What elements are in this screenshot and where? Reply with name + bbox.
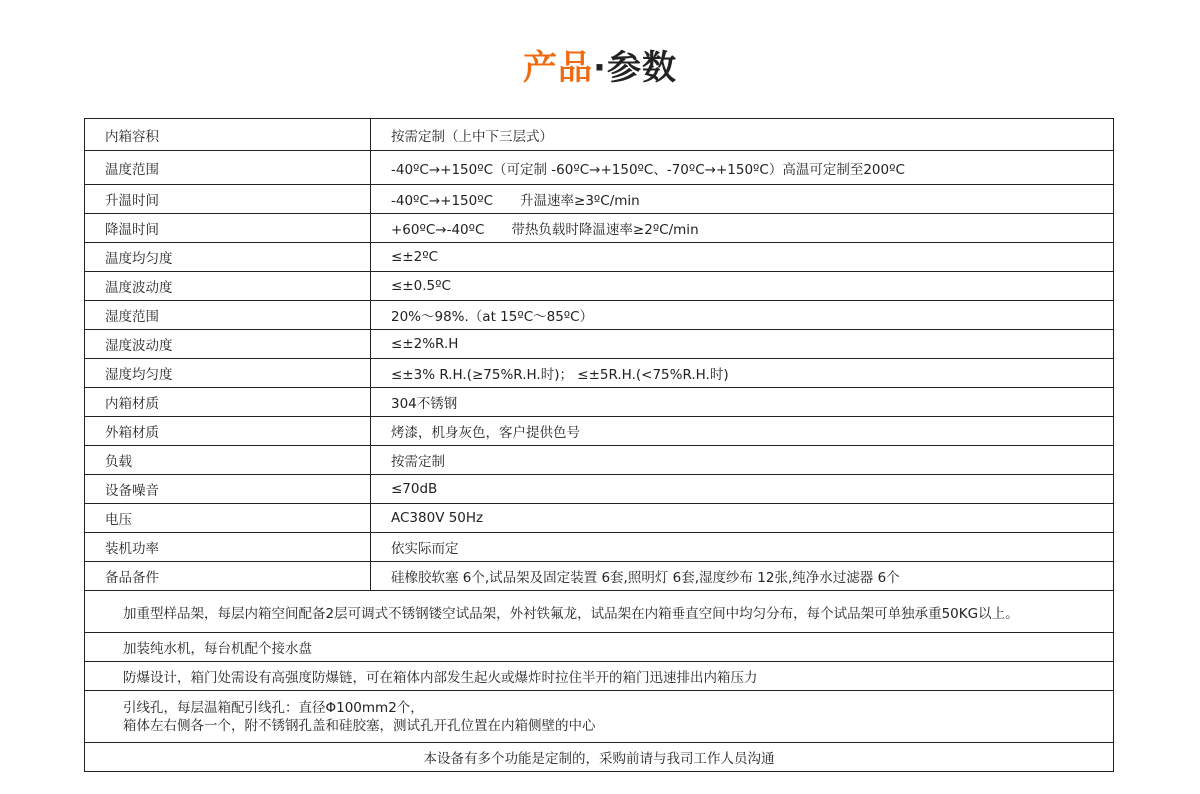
spec-value: +60ºC→-40ºC 带热负载时降温速率≥2ºC/min [371,214,1114,243]
table-row [85,743,1114,772]
table-row [85,446,1114,475]
table-row [85,417,1114,446]
spec-label: 负载 [85,446,371,475]
note-water: 加装纯水机，每台机配个接水盘 [85,633,1114,662]
spec-value: 烤漆，机身灰色，客户提供色号 [371,417,1114,446]
spec-table [84,118,1114,772]
spec-label: 升温时间 [85,185,371,214]
spec-value: 20%～98%.（at 15ºC～85ºC） [371,301,1114,330]
table-row [85,214,1114,243]
spec-label: 温度均匀度 [85,243,371,272]
spec-label: 备品备件 [85,562,371,591]
spec-value: 按需定制 [371,446,1114,475]
spec-label: 装机功率 [85,533,371,562]
table-row [85,562,1114,591]
spec-label: 湿度波动度 [85,330,371,359]
spec-label: 温度范围 [85,151,371,185]
spec-value: ≤±2%R.H [371,330,1114,359]
table-row [85,119,1114,151]
spec-value: AC380V 50Hz [371,504,1114,533]
spec-label: 设备噪音 [85,475,371,504]
spec-value: ≤±2ºC [371,243,1114,272]
table-row [85,533,1114,562]
table-row [85,243,1114,272]
spec-label: 湿度均匀度 [85,359,371,388]
table-row [85,151,1114,185]
table-row [85,388,1114,417]
spec-label: 湿度范围 [85,301,371,330]
table-row [85,359,1114,388]
table-row [85,272,1114,301]
spec-value: 按需定制（上中下三层式） [371,119,1114,151]
table-row [85,475,1114,504]
page-title: 产品·参数 [523,48,677,88]
footer-note: 本设备有多个功能是定制的，采购前请与我司工作人员沟通 [85,743,1114,772]
table-row [85,633,1114,662]
spec-value: -40ºC→+150ºC（可定制 -60ºC→+150ºC、-70ºC→+150ºC）高温可定制至200ºC [371,151,1114,185]
table-row [85,185,1114,214]
spec-label: 降温时间 [85,214,371,243]
spec-value: -40ºC→+150ºC 升温速率≥3ºC/min [371,185,1114,214]
table-row [85,301,1114,330]
note-cable: 引线孔，每层温箱配引线孔：直径Φ100mm2个， 箱体左右侧各一个，附不锈钢孔盖和硅胶塞，测试孔开孔位置在内箱侧壁的中心 [85,691,1114,743]
table-row [85,591,1114,633]
spec-value: 硅橡胶软塞 6个,试品架及固定装置 6套,照明灯 6套,湿度纱布 12张,纯净水过滤器 6个 [371,562,1114,591]
table-row [85,330,1114,359]
table-row [85,504,1114,533]
spec-value: ≤70dB [371,475,1114,504]
note-shelf: 加重型样品架，每层内箱空间配备2层可调式不锈钢镂空试品架，外衬铁氟龙，试品架在内箱垂直空间中均匀分布，每个试品架可单独承重50KG以上。 [85,591,1114,633]
spec-value: 依实际而定 [371,533,1114,562]
spec-value: ≤±3% R.H.(≥75%R.H.时)； ≤±5R.H.(<75%R.H.时) [371,359,1114,388]
table-row [85,691,1114,743]
spec-label: 内箱材质 [85,388,371,417]
note-explosion: 防爆设计，箱门处需设有高强度防爆链，可在箱体内部发生起火或爆炸时拉住半开的箱门迅速排出内箱压力 [85,662,1114,691]
spec-label: 电压 [85,504,371,533]
spec-label: 外箱材质 [85,417,371,446]
spec-value: ≤±0.5ºC [371,272,1114,301]
spec-label: 内箱容积 [85,119,371,151]
spec-label: 温度波动度 [85,272,371,301]
table-row [85,662,1114,691]
spec-value: 304不锈钢 [371,388,1114,417]
